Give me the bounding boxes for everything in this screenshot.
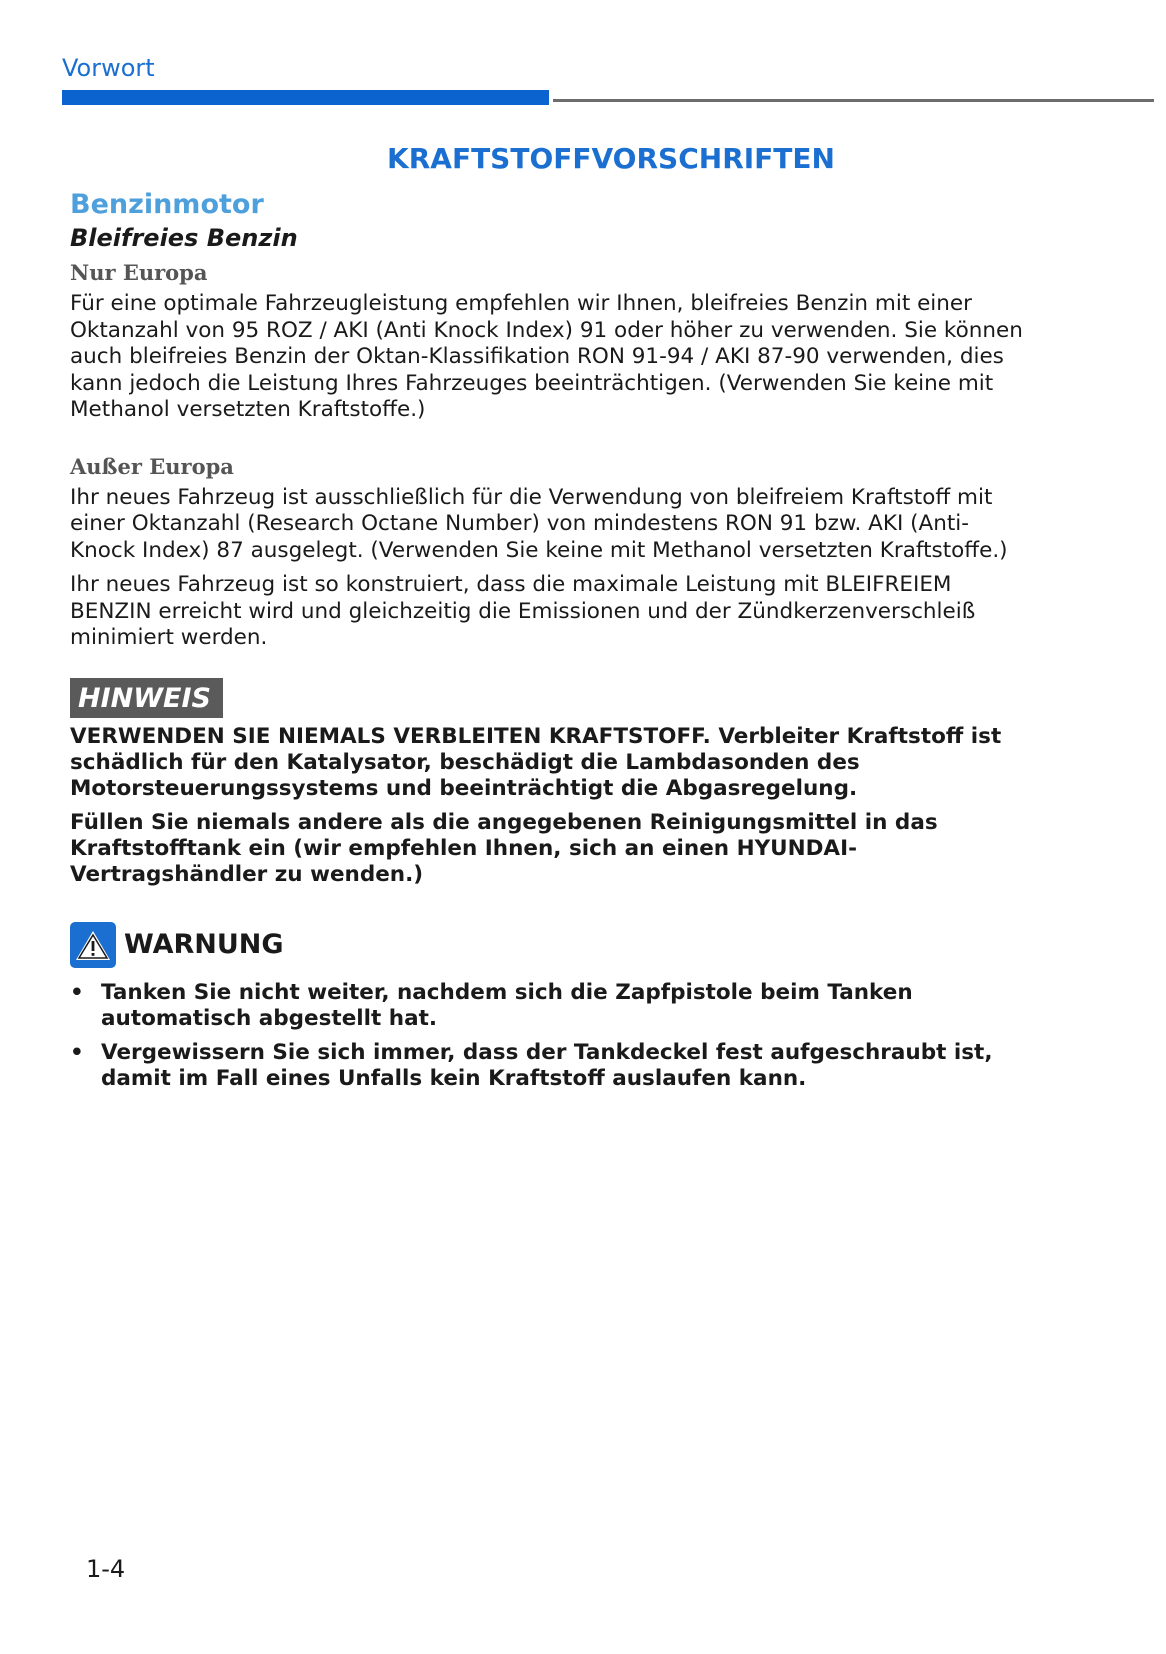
bullet-icon: • xyxy=(70,979,84,1005)
outside-europe-paragraph-1: Ihr neues Fahrzeug ist ausschließlich für die Verwendung von bleifreiem Kraftstoff mit einer Oktanzahl (Research Octane Number) von mindestens RON 91 bzw. AKI (Anti-Knock Index) 87 ausgelegt. (Verwenden Sie keine mit Methanol versetzten Kraftstoffe.) xyxy=(70,484,1008,563)
page-content xyxy=(70,142,1030,1100)
outside-europe-paragraph-2: Ihr neues Fahrzeug ist so konstruiert, dass die maximale Leistung mit BLEIFREIEM BENZIN erreicht wird und gleichzeitig die Emissionen und der Zündkerzenverschleiß minimiert werden. xyxy=(70,572,976,650)
warning-header xyxy=(70,922,1030,968)
header-section-label: Vorwort xyxy=(62,54,155,82)
bullet-icon: • xyxy=(70,1039,84,1065)
header-rule-gray xyxy=(553,99,1154,102)
engine-heading: Benzinmotor xyxy=(70,189,264,220)
fuel-heading: Bleifreies Benzin xyxy=(70,224,298,252)
warning-list xyxy=(70,980,1030,1092)
page-number: 1-4 xyxy=(86,1555,126,1583)
header-rule-accent xyxy=(62,90,549,105)
warning-box xyxy=(70,922,1030,1092)
europe-heading: Nur Europa xyxy=(70,260,208,285)
notice-paragraph-1: VERWENDEN SIE NIEMALS VERBLEITEN KRAFTSTOFF. Verbleiter Kraftstoff ist schädlich für den Katalysator, beschädigt die Lambdasonden des Motorsteuerungssystems und beeinträchtigt die Abgasregelung. xyxy=(70,723,1002,801)
page-title: KRAFTSTOFFVORSCHRIFTEN xyxy=(387,142,835,175)
notice-paragraph-2: Füllen Sie niemals andere als die angegebenen Reinigungsmittel in das Kraftstofftank ein (wir empfehlen Ihnen, sich an einen HYUNDAI-Vertragshändler zu wenden.) xyxy=(70,809,938,887)
warning-item-text: Tanken Sie nicht weiter, nachdem sich die Zapfpistole beim Tanken automatisch abgestellt hat. xyxy=(101,979,913,1031)
warning-title: WARNUNG xyxy=(124,929,284,960)
europe-paragraph: Für eine optimale Fahrzeugleistung empfehlen wir Ihnen, bleifreies Benzin mit einer Oktanzahl von 95 ROZ / AKI (Anti Knock Index) 91 oder höher zu verwenden. Sie können auch bleifreies Benzin der Oktan-Klassifikation RON 91-94 / AKI 87-90 verwenden, dies kann jedoch die Leistung Ihres Fahrzeuges beeinträchtigen. (Verwenden Sie keine mit Methanol versetzten Kraftstoffe.) xyxy=(70,291,1023,422)
list-item xyxy=(70,1040,1030,1092)
outside-europe-heading: Außer Europa xyxy=(70,453,234,479)
notice-label: HINWEIS xyxy=(70,678,223,718)
warning-triangle-icon xyxy=(70,922,116,968)
warning-item-text: Vergewissern Sie sich immer, dass der Tankdeckel fest aufgeschraubt ist, damit im Fall eines Unfalls kein Kraftstoff auslaufen kann. xyxy=(101,1039,993,1091)
list-item xyxy=(70,980,1030,1032)
notice-box xyxy=(70,678,1030,888)
